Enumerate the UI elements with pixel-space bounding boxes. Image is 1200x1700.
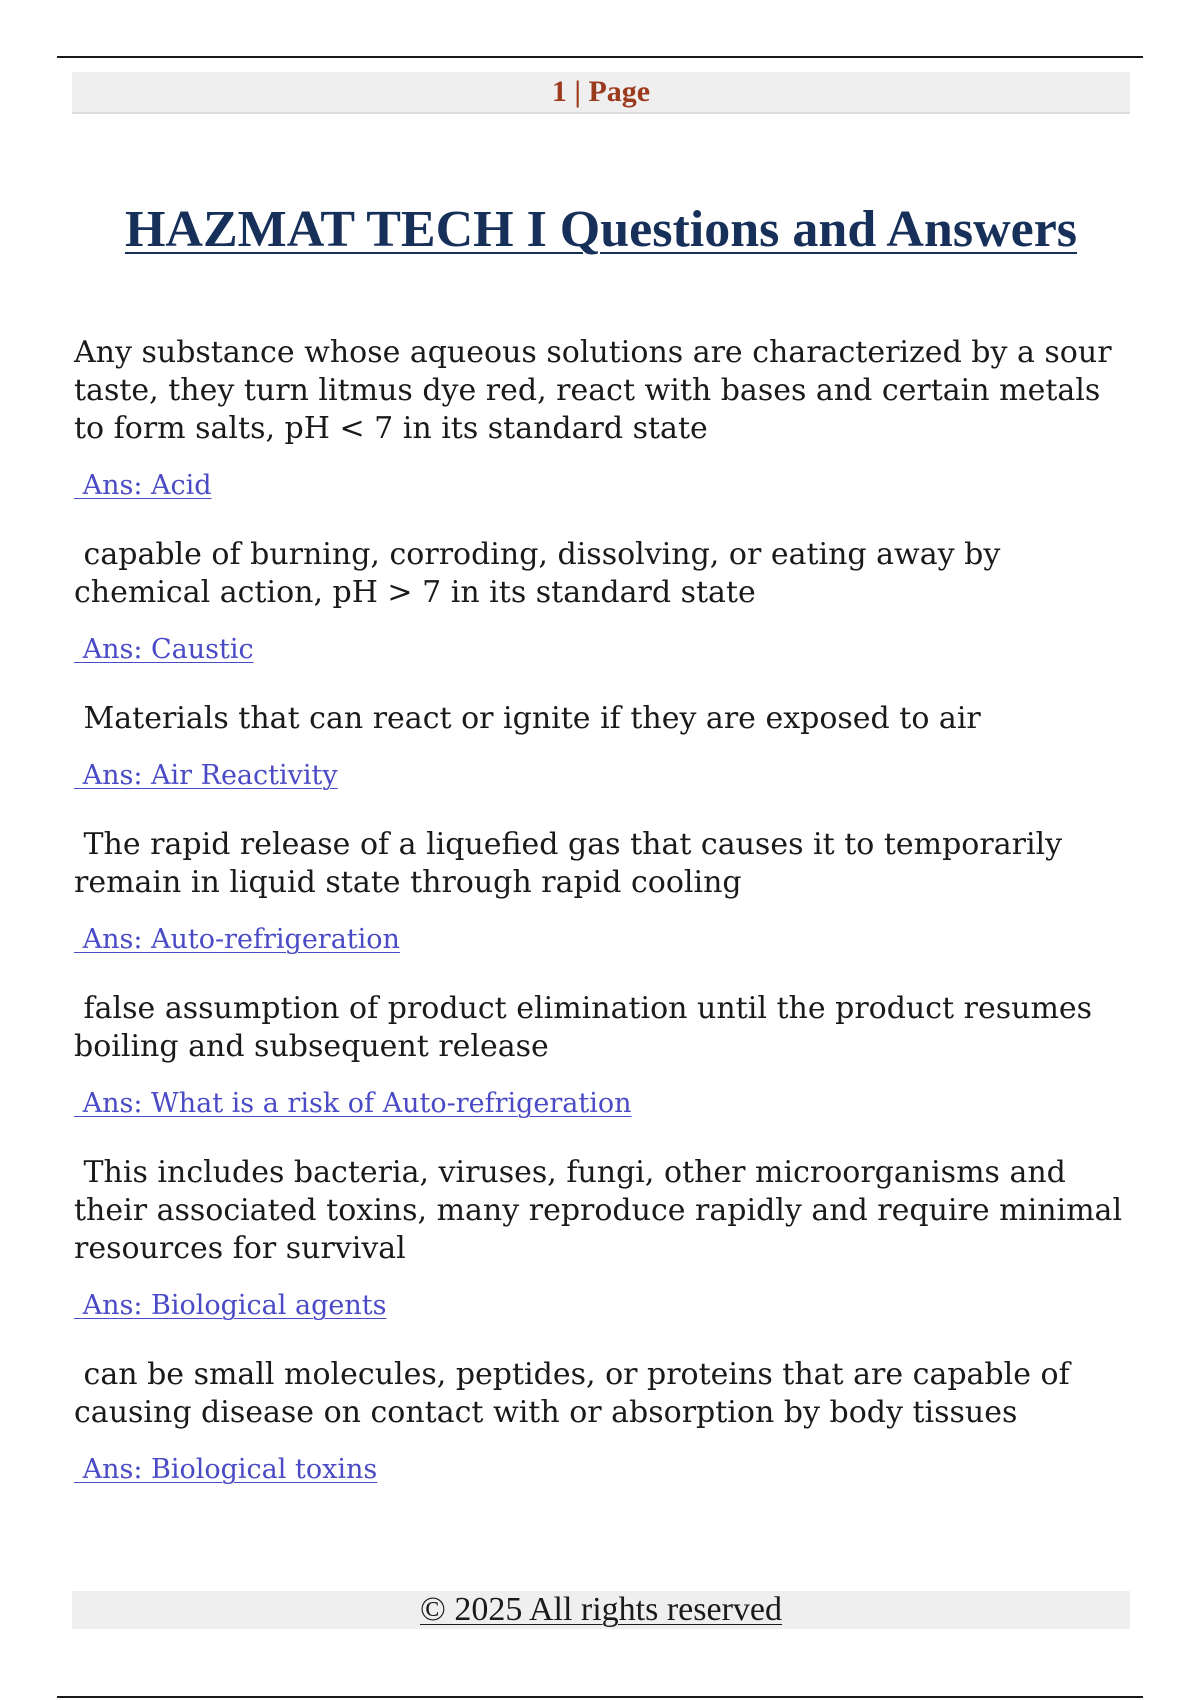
document-title: HAZMAT TECH I Questions and Answers (124, 201, 1078, 258)
answer-link[interactable]: Ans: Biological agents (74, 1290, 387, 1321)
page-footer (72, 1591, 1130, 1629)
qa-item (74, 700, 1134, 826)
question-text: This includes bacteria, viruses, fungi, other microorganisms and their associated toxins, many reproduce rapidly and require minimal resources for survival (74, 1155, 1132, 1266)
bottom-rule (57, 1696, 1143, 1698)
answer-link[interactable]: Ans: Acid (74, 470, 212, 501)
answer-link[interactable]: Ans: Biological toxins (74, 1454, 378, 1485)
answer-link[interactable]: Ans: Air Reactivity (74, 760, 338, 791)
question-text: false assumption of product elimination until the product resumes boiling and subsequent release (74, 991, 1102, 1064)
qa-item (74, 334, 1134, 536)
question-text: Any substance whose aqueous solutions are characterized by a sour taste, they turn litmus dye red, react with bases and certain metals to form salts, pH < 7 in its standard state (74, 335, 1112, 446)
qa-item (74, 1356, 1134, 1520)
question-text: Materials that can react or ignite if they are exposed to air (74, 701, 981, 736)
question-text: can be small molecules, peptides, or proteins that are capable of causing disease on contact with or absorption by body tissues (74, 1357, 1080, 1430)
qa-item (74, 990, 1134, 1154)
answer-link[interactable]: Ans: What is a risk of Auto-refrigeration (74, 1088, 632, 1119)
qa-item (74, 826, 1134, 990)
page-header (72, 72, 1130, 114)
answer-link[interactable]: Ans: Auto-refrigeration (74, 924, 400, 955)
page-number-label: 1 | Page (551, 75, 651, 108)
top-rule (57, 56, 1143, 58)
question-text: capable of burning, corroding, dissolving, or eating away by chemical action, pH > 7 in its standard state (74, 537, 1010, 610)
question-text: The rapid release of a liquefied gas that causes it to temporarily remain in liquid state through rapid cooling (74, 827, 1072, 900)
qa-item (74, 1154, 1134, 1356)
answer-link[interactable]: Ans: Caustic (74, 634, 254, 665)
copyright-text: © 2025 All rights reserved (420, 1591, 782, 1628)
qa-list (74, 334, 1134, 1520)
qa-item (74, 536, 1134, 700)
